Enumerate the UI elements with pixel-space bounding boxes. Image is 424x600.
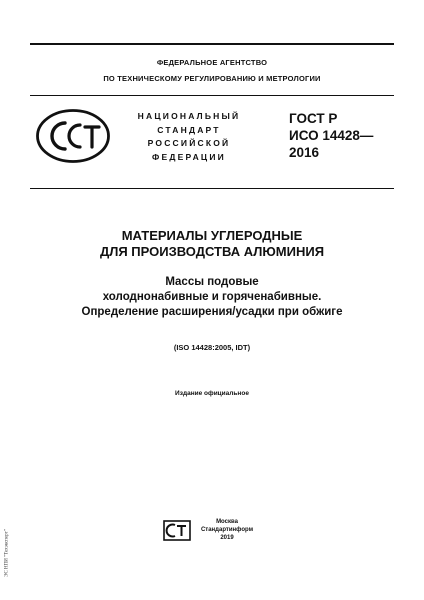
standard-number-line-1: ГОСТ Р: [289, 111, 338, 126]
title-line-1: МАТЕРИАЛЫ УГЛЕРОДНЫЕ: [121, 228, 303, 243]
top-rule: [30, 43, 394, 45]
standard-number: [289, 110, 373, 161]
agency-line-1: ФЕДЕРАЛЬНОЕ АГЕНТСТВО: [156, 58, 268, 67]
document-title: [30, 228, 394, 260]
subtitle-line-2: холоднонабивные и горяченабивные.: [102, 291, 322, 303]
side-watermark: [2, 520, 12, 586]
standard-line-4: ФЕДЕРАЦИИ: [152, 151, 226, 162]
side-watermark-text: ЭС НПИ "Техэксперт": [4, 529, 10, 577]
standard-line-1: НАЦИОНАЛЬНЫЙ: [137, 111, 241, 121]
bottom-rule: [30, 188, 394, 189]
document-subtitle: [30, 275, 394, 320]
middle-rule: [30, 95, 394, 96]
standard-line-3: РОССИЙСКОЙ: [147, 138, 231, 148]
title-line-2: ДЛЯ ПРОИЗВОДСТВА АЛЮМИНИЯ: [99, 244, 325, 259]
standard-designation-block: [131, 110, 247, 164]
standard-number-line-2: ИСО 14428—: [289, 128, 374, 143]
publisher-info: [197, 518, 257, 542]
agency-line-2: ПО ТЕХНИЧЕСКОМУ РЕГУЛИРОВАНИЮ И МЕТРОЛОГИИ: [103, 74, 321, 83]
standard-number-line-3: 2016: [289, 145, 320, 160]
publisher-name: Стандартинформ: [200, 527, 254, 533]
iso-reference: (ISO 14428:2005, IDT): [173, 343, 251, 352]
standartinform-logo-icon: [163, 520, 191, 541]
subtitle-line-3: Определение расширения/усадки при обжиге: [81, 306, 343, 318]
gost-emblem-icon: [35, 108, 111, 164]
standard-line-2: СТАНДАРТ: [157, 124, 221, 135]
edition-note: Издание официальное: [175, 390, 249, 397]
subtitle-line-1: Массы подовые: [165, 276, 259, 288]
publisher-year: 2019: [220, 535, 234, 541]
publisher-city: Москва: [216, 519, 238, 525]
